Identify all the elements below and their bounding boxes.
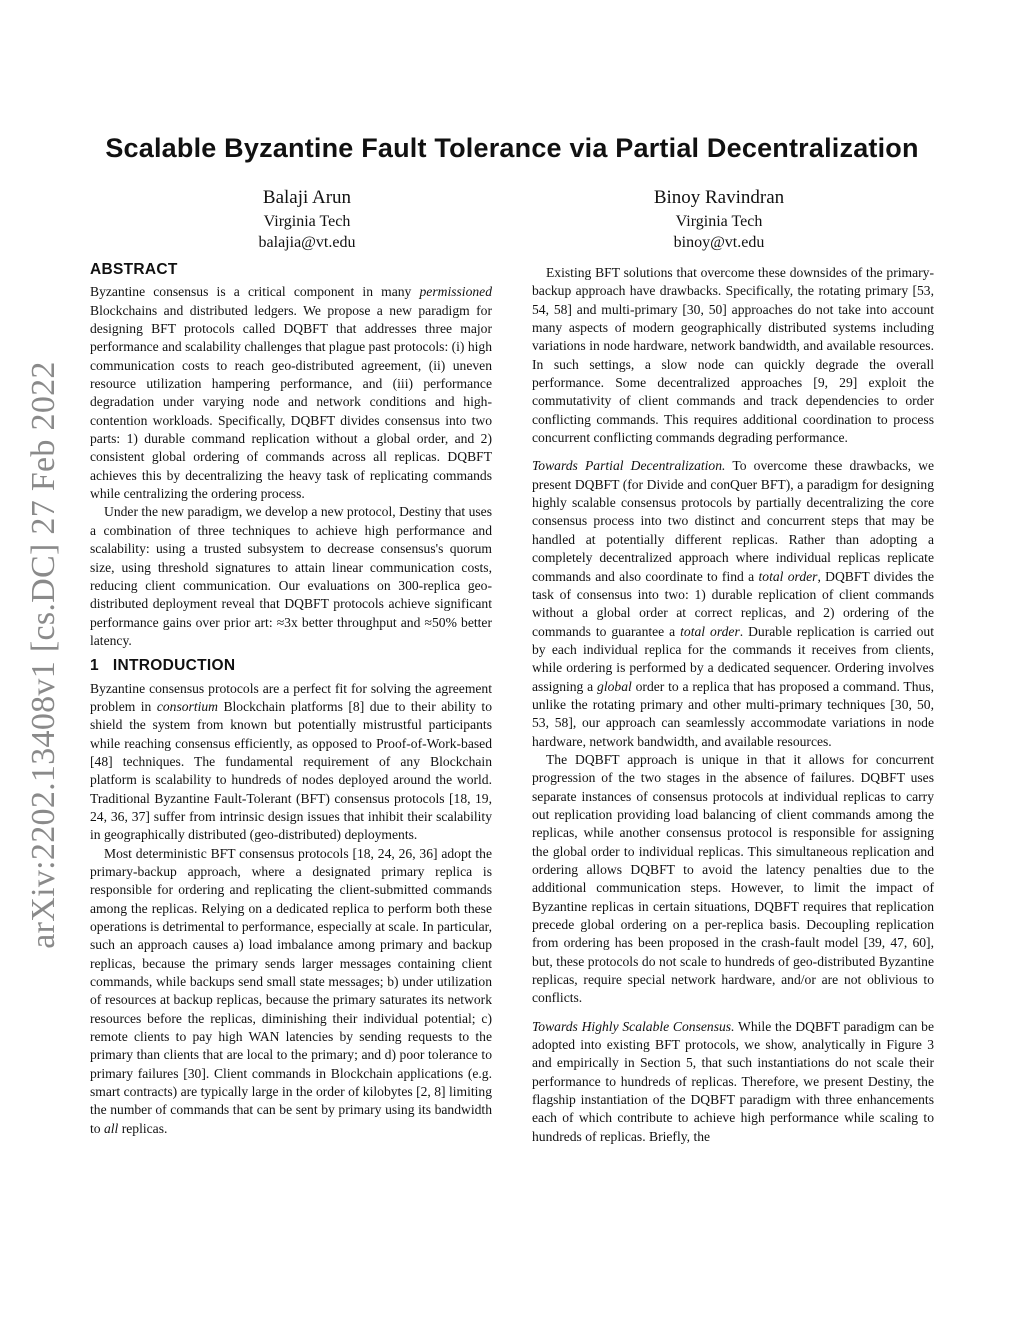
right-column — [532, 264, 934, 1146]
paragraph-lead: Towards Partial Decentralization. — [532, 458, 726, 474]
abstract-heading: ABSTRACT — [90, 261, 178, 278]
author-name: Balaji Arun — [262, 187, 352, 208]
abstract-paragraph: Under the new paradigm, we develop a new protocol, Destiny that uses a combination of three techniques to achieve high performance and scalability: using a trusted subsystem to decrease consensus's quorum size, using threshold signatures to attain linear communication costs, reducing client communication. Our evaluations on 300-replica geo-distributed deployment reveal that DQBFT protocols achieve significant performance gains over prior art: ≈3x better throughput and ≈50% better latency. — [90, 504, 492, 648]
author-name: Binoy Ravindran — [653, 187, 785, 208]
intro-paragraph: Most deterministic BFT consensus protocols [18, 24, 26, 36] adopt the primary-backup approach, where a designated primary replica is responsible for ordering and replicating the client-submitted commands among the replicas. Relying on a dedicated replica to perform both these operations is detrimental to performance, especially at scale. In particular, such an approach causes a) load imbalance among primary and backup replicas, because the primary sends larger messages containing client commands, while backups send small state messages; b) under utilization of resources at backup replicas, because the primary saturates its network resources before the replicas, diminishing their individual potential; c) remote clients to pay high WAN latencies by sending requests to the primary than clients that are local to the primary; and d) poor tolerance to primary failures [30]. Client commands in Blockchain applications (e.g. smart contracts) are typically large in the order of kilobytes [2, 8] limiting the number of commands that can be sent by primary using its bandwidth to all replicas. — [90, 845, 492, 1136]
body-paragraph: Towards Partial Decentralization. To overcome these drawbacks, we present DQBFT (for Divide and conQuer BFT), a paradigm for designing highly scalable consensus protocols by partially decentralizing the core consensus process into two distinct and concurrent steps that may be handled at potentially different replicas. Rather than adopting a completely decentralized approach where individual replicas replicate commands and also coordinate to find a total order, DQBFT divides the task of consensus into two: 1) durable replication of client commands without a global order at correct replicas, and 2) ordering of the commands to guarantee a total order. Durable replication is carried out by each individual replica for the commands it receives from clients, while ordering is performed by a dedicated sequencer. Ordering involves assigning a global order to a replica that has proposed a command. Thus, unlike the rotating primary and other multi-primary techniques [30, 50, 53, 58], our approach can seamlessly accommodate variations in node hardware, network bandwidth, and available resources. — [532, 458, 935, 749]
author-email: balajia@vt.edu — [258, 234, 356, 251]
body-paragraph: Existing BFT solutions that overcome these downsides of the primary-backup approach have drawbacks. Specifically, the rotating primary [53, 54, 58] and multi-primary [30, 50] approaches do not take into account many aspects of modern geographically distributed systems including variations in node hardware, network bandwidth, and available resources. In such settings, a slow node can quickly degrade the overall performance. Some decentralized approaches [9, 29] exploit the commutativity of client commands and track dependencies to order conflicting commands. This requires additional coordination to process concurrent conflicting commands degrading performance. — [532, 265, 934, 446]
author-block — [157, 186, 457, 253]
arxiv-identifier-text: arXiv:2202.13408v1 [cs.DC] 27 Feb 2022 — [25, 361, 62, 949]
body-paragraph: The DQBFT approach is unique in that it allows for concurrent progression of the two stages in the absence of failures. DQBFT uses separate instances of consensus protocols at individual replicas to carry out replication providing load balancing of client commands among the replicas, while another consensus protocol is responsible for assigning the global order to individual replicas. This simultaneous replication and ordering allows DQBFT to avoid the latency penalties due to the additional communication steps. However, to limit the impact of Byzantine replicas in certain situations, DQBFT requires that replication precede global ordering on a per-replica basis. Decoupling replication from ordering has been proposed in the crash-fault model [39, 47, 60], but, these protocols do not scale to hundreds of geo-distributed Byzantine replicas, require special network hardware, and/or are not oblivious to conflicts. — [532, 751, 934, 1006]
left-column — [90, 261, 492, 1138]
author-affiliation: Virginia Tech — [675, 213, 763, 230]
author-block — [569, 186, 869, 253]
body-paragraph: Towards Highly Scalable Consensus. While the DQBFT paradigm can be adopted into existing BFT protocols, we show, analytically in Figure 3 and empirically in Section 5, that such instantiations do not scale their performance to hundreds of replicas. Therefore, we present Destiny, the flagship instantiation of the DQBFT paradigm with three enhancements each of which contribute to achieve high performance while scaling to hundreds of replicas. Briefly, the — [532, 1018, 934, 1144]
author-affiliation: Virginia Tech — [263, 213, 351, 230]
paragraph-lead: Towards Highly Scalable Consensus. — [532, 1018, 735, 1034]
paper-title: Scalable Byzantine Fault Tolerance via Partial Decentralization — [105, 133, 919, 163]
section-title: INTRODUCTION — [112, 657, 236, 675]
author-email: binoy@vt.edu — [673, 234, 765, 251]
introduction-heading — [90, 657, 492, 675]
section-number: 1 — [90, 657, 99, 675]
arxiv-side-identifier — [0, 0, 90, 1325]
intro-paragraph: Byzantine consensus protocols are a perfect fit for solving the agreement problem in consortium Blockchain platforms [8] due to their ability to shield the system from known but potentially mistrustful participants while reaching consensus efficiently, as opposed to Proof-of-Work-based [48] techniques. The fundamental requirement of any Blockchain platform is scalability to hundreds of nodes deployed around the world. Traditional Byzantine Fault-Tolerant (BFT) consensus protocols [18, 19, 24, 36, 37] suffer from intrinsic design issues that inhibit their scalability in geographically distributed (geo-distributed) deployments. — [90, 680, 492, 843]
abstract-paragraph: Byzantine consensus is a critical component in many permissioned Blockchains and distributed ledgers. We propose a new paradigm for designing BFT protocols called DQBFT that addresses three major performance and scalability challenges that plague past protocols: (i) high communication costs to reach geo-distributed agreement, (ii) uneven resource utilization hampering performance, and (iii) performance degradation under varying node and network conditions and high-contention workloads. Specifically, DQBFT divides consensus into two parts: 1) durable command replication without a global order, and 2) consistent global ordering of commands across all replicas. DQBFT achieves this by decentralizing the heavy task of replicating commands while centralizing the ordering process. — [90, 284, 493, 502]
